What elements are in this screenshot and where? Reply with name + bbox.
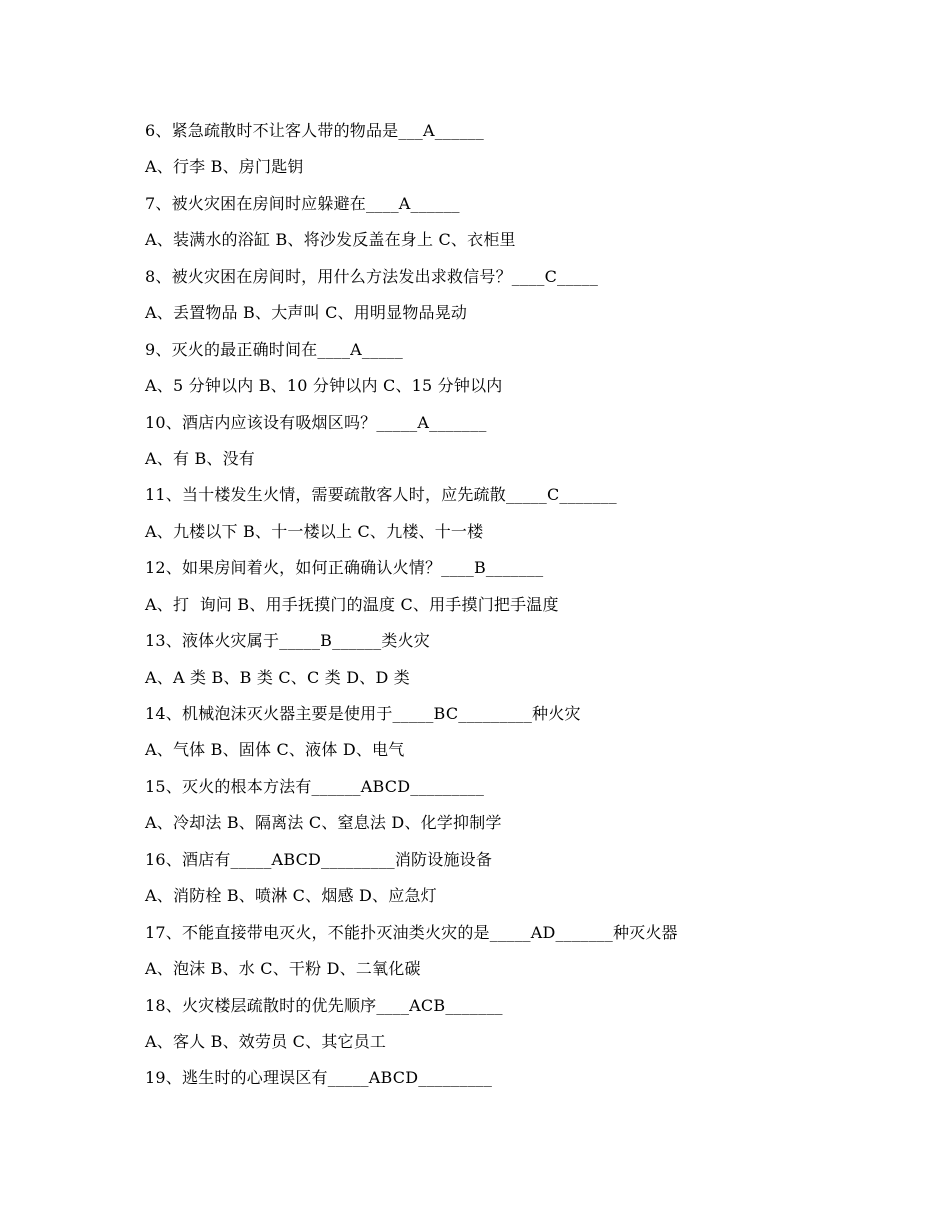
question-17: 17、不能直接带电灭火，不能扑灭油类火灾的是_____AD_______种灭火器 [145, 922, 678, 942]
question-6: 6、紧急疏散时不让客人带的物品是___A______ [145, 121, 484, 140]
question-10: 10、酒店内应该设有吸烟区吗？_____A_______ [145, 412, 487, 432]
options-8: A、丢置物品 B、大声叫 C、用明显物品晃动 [145, 303, 468, 323]
options-18: A、客人 B、效劳员 C、其它员工 [145, 1031, 387, 1051]
question-16: 16、酒店有_____ABCD_________消防设施设备 [145, 849, 493, 869]
options-17: A、泡沫 B、水 C、干粉 D、二氧化碳 [145, 959, 421, 979]
question-15: 15、灭火的根本方法有______ABCD_________ [145, 776, 485, 796]
question-9: 9、灭火的最正确时间在____A_____ [145, 339, 403, 359]
question-13: 13、液体火灾属于_____B______类火灾 [145, 631, 430, 651]
options-10: A、有 B、没有 [145, 448, 255, 468]
options-12: A、打 询问 B、用手抚摸门的温度 C、用手摸门把手温度 [145, 594, 559, 614]
options-15: A、冷却法 B、隔离法 C、窒息法 D、化学抑制学 [145, 813, 502, 833]
options-16: A、消防栓 B、喷淋 C、烟感 D、应急灯 [145, 886, 437, 906]
question-14: 14、机械泡沫灭火器主要是使用于_____BC_________种火灾 [145, 704, 581, 723]
options-7: A、装满水的浴缸 B、将沙发反盖在身上 C、衣柜里 [145, 230, 516, 250]
question-12: 12、如果房间着火，如何正确确认火情？____B_______ [145, 558, 544, 578]
question-11: 11、当十楼发生火情，需要疏散客人时，应先疏散_____C_______ [145, 485, 617, 505]
question-list [145, 118, 905, 1102]
options-14: A、气体 B、固体 C、液体 D、电气 [145, 740, 405, 760]
question-7: 7、被火灾困在房间时应躲避在____A______ [145, 193, 460, 213]
question-8: 8、被火灾困在房间时，用什么方法发出求救信号？____C_____ [145, 266, 599, 286]
question-18: 18、火灾楼层疏散时的优先顺序____ACB_______ [145, 995, 503, 1015]
options-11: A、九楼以下 B、十一楼以上 C、九楼、十一楼 [145, 521, 484, 541]
options-6: A、行李 B、房门匙钥 [145, 157, 304, 177]
question-19: 19、逃生时的心理误区有_____ABCD_________ [145, 1068, 493, 1088]
options-13: A、A 类 B、B 类 C、C 类 D、D 类 [145, 667, 410, 687]
options-9: A、5 分钟以内 B、10 分钟以内 C、15 分钟以内 [145, 376, 503, 396]
